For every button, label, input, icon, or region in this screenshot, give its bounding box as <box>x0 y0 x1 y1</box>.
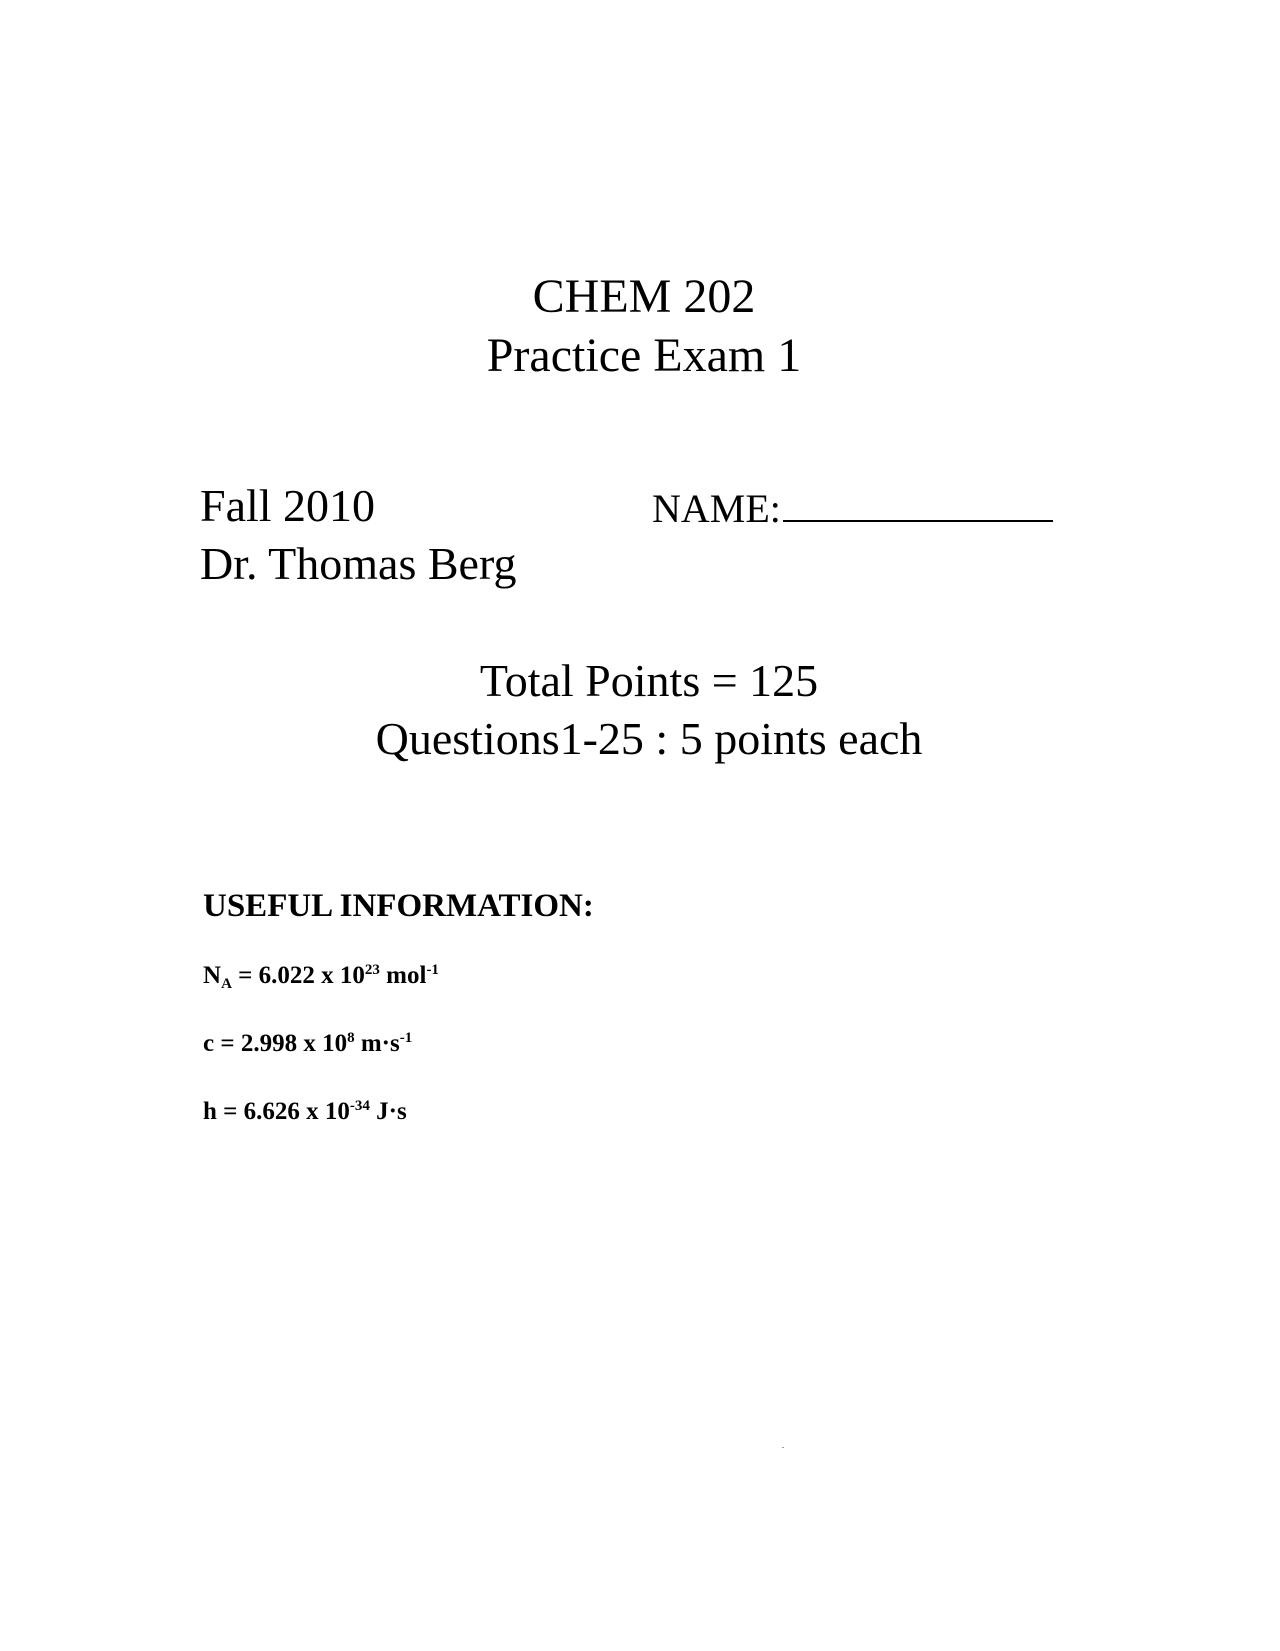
avogadro-constant <box>203 960 439 992</box>
constant-exponent: 23 <box>364 962 380 978</box>
constant-exponent: -34 <box>349 1098 370 1114</box>
total-points: Total Points = 125 <box>479 655 819 706</box>
scan-speck <box>782 1447 784 1448</box>
constant-relation: = 6.022 x 10 <box>231 962 365 989</box>
constant-symbol: c <box>203 1030 215 1057</box>
constant-relation: = 6.626 x 10 <box>216 1098 350 1125</box>
constant-relation: = 2.998 x 10 <box>214 1030 348 1057</box>
constant-subscript: A <box>221 976 232 992</box>
speed-of-light-constant <box>203 1028 412 1060</box>
constant-symbol: h <box>203 1098 217 1125</box>
constant-exponent: 8 <box>347 1030 355 1046</box>
constant-symbol: N <box>203 962 222 989</box>
constant-unit: J·s <box>369 1098 407 1125</box>
constant-unit: mol <box>379 962 427 989</box>
term-label: Fall 2010 <box>200 480 376 531</box>
unit-exponent: -1 <box>426 962 439 978</box>
name-label: NAME: <box>652 486 781 531</box>
questions-points: Questions1-25 : 5 points each <box>375 713 923 764</box>
useful-information-heading: USEFUL INFORMATION: <box>203 888 594 924</box>
unit-exponent: -1 <box>399 1030 413 1046</box>
exam-title: Practice Exam 1 <box>486 329 802 382</box>
instructor-name: Dr. Thomas Berg <box>200 538 517 589</box>
title-block <box>0 268 1280 386</box>
constant-unit: m·s <box>354 1030 400 1057</box>
name-field <box>652 484 1053 534</box>
planck-constant <box>203 1096 407 1128</box>
scoring-block <box>0 652 1280 768</box>
course-title: CHEM 202 <box>532 270 756 323</box>
name-blank-line[interactable] <box>783 484 1053 522</box>
